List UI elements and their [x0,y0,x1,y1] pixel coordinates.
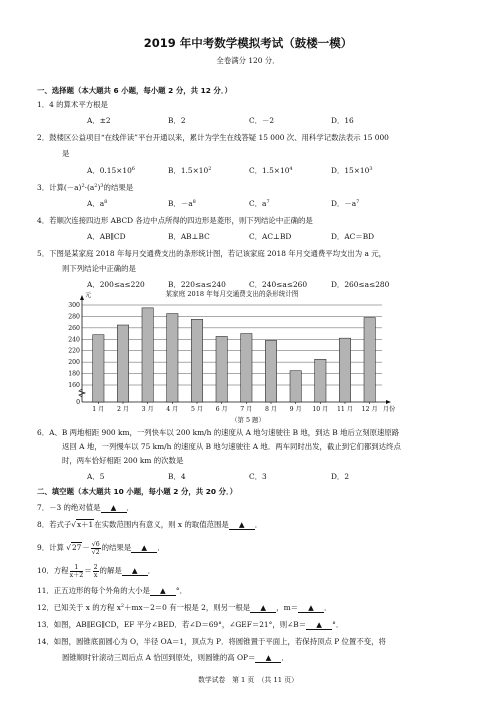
q6-option-a: A．5 [87,472,105,481]
q14-line2: 圆锥顺时针滚动三周后点 A 恰回到原处，则圆锥的高 OP＝ ▲ ． [62,653,289,662]
chart-x-tick-label: 7 月 [240,406,253,413]
q5-caption: （第 5 题） [231,416,265,424]
q13-answer-blank[interactable]: ▲ [306,620,332,630]
q4-option-a: A．AB∥CD [87,232,126,241]
q13: 13．如图，AB∥EG∥CD，EF 平分∠BED．若∠D＝69°，∠GEF＝21°，则∠B＝ ▲ °． [37,620,344,629]
q2-option-c: C．$1.5\times 10^4$ [249,166,293,175]
q1-option-c: C．－2 [249,116,275,125]
chart-x-tick-label: 9 月 [289,406,302,413]
q3-option-b: B．$-a^8$ [168,199,196,208]
chart-bar [339,338,350,402]
q1-option-b: B．2 [168,116,186,125]
chart-y-tick-label: 280 [68,313,80,321]
chart-bar [93,335,104,402]
q2-option-a: A．$0.15\times 10^6$ [87,166,135,175]
q6-line2: 返回 A 地，一列慢车以 75 km/h 的速度从 B 地匀速驶往 A 地．两车同时出发，截止到它们都到达终点 [62,442,401,451]
q6-option-c: C．3 [249,472,267,481]
chart-x-tick-label: 1 月 [92,406,105,413]
q2-line1: 2．鼓楼区公益项目“在线伴读”平台开通以来，累计为学生在线答疑 15 000 次、用科学记数法表示 15 000 [37,133,389,142]
page-subtitle: 全卷满分 120 分． [216,56,280,65]
chart-y-tick-label: 300 [68,302,80,309]
chart-bar [191,319,202,402]
q7: 7．－3 的绝对值是 ▲ ． [37,503,134,512]
q4-option-c: C．AC⊥BD [249,232,292,241]
q1-option-d: D．16 [331,116,354,125]
q12-answer-blank-1[interactable]: ▲ [250,603,276,613]
chart-x-tick-label: 8 月 [264,406,278,413]
page-title: 2019 年中考数学模拟考试（鼓楼一模） [143,36,353,50]
chart-title: 某家庭 2018 年每月交通费支出的条形统计图 [165,290,299,298]
chart-bar [117,325,128,402]
page-footer: 数学试卷 第 1 页 （共 11 页） [198,676,298,684]
chart-x-tick-label: 10 月 [312,406,329,413]
q10-answer-blank[interactable]: ▲ [122,566,148,576]
chart-x-tick-label: 11 月 [336,406,354,413]
chart-x-tick-label: 6 月 [215,406,228,413]
chart-y-tick-label: 200 [68,359,80,367]
chart-bar [142,308,153,402]
q5-line2: 则下列结论中正确的是 [62,264,136,273]
q2-option-b: B．$1.5\times 10^2$ [168,166,212,175]
chart-x-tick-label: 3 月 [141,406,154,413]
q1-option-a: A．±2 [87,116,111,125]
chart-y-tick-label: 240 [68,336,80,344]
q2-option-d: D．$15\times 10^3$ [331,166,373,175]
chart-bar [265,340,276,402]
chart-y-tick-label: 0 [76,399,80,406]
chart-bar [315,359,326,402]
chart-bar [290,371,301,402]
chart-y-arrow [80,295,84,300]
chart-bar [167,314,178,402]
chart-x-tick-label: 2 月 [116,406,130,413]
q9-fraction: $\frac{√6}{√2}$ [91,540,100,556]
q14-answer-blank[interactable]: ▲ [255,653,281,663]
chart-bar [364,318,375,402]
chart-y-unit: 元 [85,292,92,299]
q12: 12．已知关于 x 的方程 $x^2+mx-2=0$ 有一根是 2，则另一根是 ▲ ，m＝ ▲ ． [37,603,332,612]
q2-line2: 是 [62,149,70,158]
q10-fraction-right: $\frac{2}{x}$ [93,563,98,579]
q5-option-c: C．240≤a≤260 [249,280,308,289]
q5-bar-chart [62,287,402,415]
chart-y-tick-label: 260 [68,324,80,332]
q12-answer-blank-2[interactable]: ▲ [298,603,324,613]
section2-heading: 二、填空题（本大题共 10 小题，每小题 2 分，共 20 分．） [37,487,238,496]
q10: 10．方程 $\frac{1}{x+2}$ ＝ $\frac{2}{x}$ 的解是 ▲ ． [37,563,156,579]
q6-option-d: D．2 [331,472,350,481]
q5-option-d: D．260≤a≤280 [331,280,390,289]
q4-option-b: B．AB⊥BC [168,232,210,241]
q5-option-b: B．220≤a≤240 [168,280,226,289]
q9: 9．计算 √27－ $\frac{√6}{√2}$ 的结果是 ▲ ． [37,540,165,556]
q3-option-a: A．$a^8$ [87,199,108,208]
q8-answer-blank[interactable]: ▲ [229,520,255,530]
q11: 11．正五边形的每个外角的大小是 ▲ °． [37,586,187,595]
q9-answer-blank[interactable]: ▲ [131,543,157,553]
q10-fraction-left: $\frac{1}{x+2}$ [69,563,84,579]
q7-answer-blank[interactable]: ▲ [101,503,127,513]
q3-stem: 3．计算$(-a)^2\cdot(a^2)^3$的结果是 [37,183,134,192]
chart-y-tick-label: 180 [68,370,80,378]
chart-x-tick-label: 5 月 [190,406,204,413]
chart-x-tick-label: 4 月 [166,406,179,413]
q5-option-a: A．200≤a≤220 [87,280,145,289]
chart-x-arrow [386,400,391,404]
q5-line1: 5．下图是某家庭 2018 年每月交通费支出的条形统计图，若记该家庭 2018 年月交通费平均支出为 a 元， [37,249,387,258]
q14-line1: 14．如图，圆锥底面圆心为 O，半径 OA＝1，顶点为 P．将圆锥置于平面上，若保持顶点 P 位置不变，将 [37,637,386,646]
q1-stem: 1．4 的算术平方根是 [37,100,108,109]
chart-x-label: 月份 [382,406,396,413]
chart-bar [216,336,227,402]
q3-option-c: C．$a^7$ [249,199,270,208]
q8: 8．若式子√x＋1在实数范围内有意义，则 x 的取值范围是 ▲ ． [37,520,263,529]
q6-line1: 6．A、B 两地相距 900 km，一列快车以 200 km/h 的速度从 A 地匀速驶往 B 地，到达 B 地后立刻原速原路 [37,428,400,437]
chart-y-tick-label: 160 [68,382,80,389]
q4-stem: 4．若顺次连接四边形 ABCD 各边中点所得的四边形是菱形，则下列结论中正确的是 [37,216,313,225]
chart-bar [241,334,252,402]
section1-heading: 一、选择题（本大题共 6 小题，每小题 2 分，共 12 分．） [37,86,232,95]
q11-answer-blank[interactable]: ▲ [150,586,176,596]
q4-option-d: D．AC＝BD [331,232,375,241]
chart-y-tick-label: 220 [68,347,80,355]
q3-option-d: D．$-a^7$ [331,199,360,208]
chart-x-tick-label: 12 月 [361,406,378,413]
q6-option-b: B．4 [168,472,186,481]
q6-line3: 时，两车恰好相距 200 km 的次数是 [62,456,184,465]
